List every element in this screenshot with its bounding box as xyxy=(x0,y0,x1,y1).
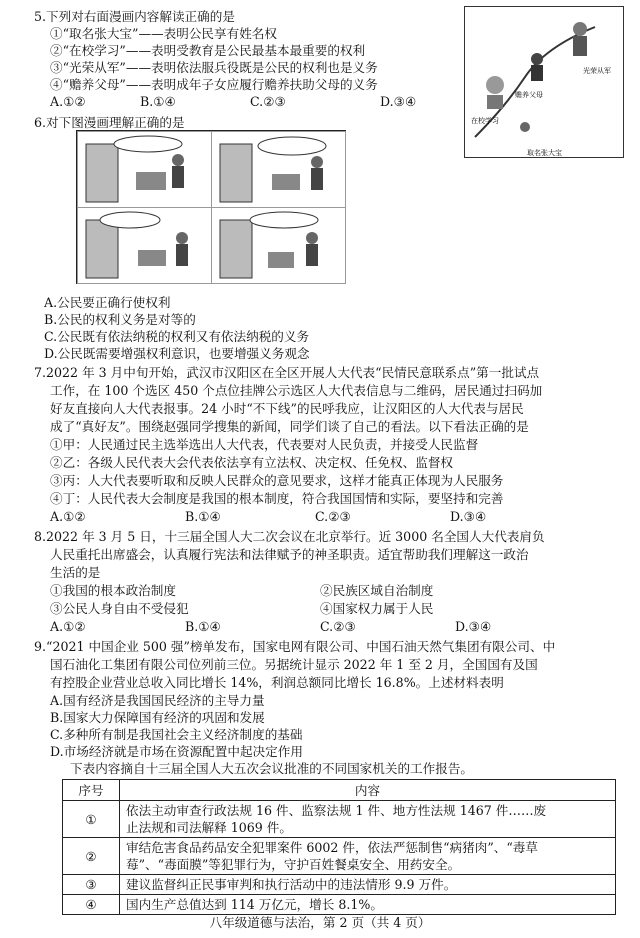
header-no: 序号 xyxy=(63,780,120,801)
header-content: 内容 xyxy=(120,780,616,801)
comic-panel xyxy=(211,131,346,208)
q9-line: 有控股企业营业总收入同比增长 14%，利润总额同比增长 16.8%。上述材料表明 xyxy=(50,675,504,690)
q5-item: ①“取名张大宝”——表明公民享有姓名权 xyxy=(50,26,277,41)
q7-line: 7.2022 年 3 月中旬开始，武汉市汉阳区在全区开展人大代表“民情民意联系点”第一批试点 xyxy=(34,365,540,380)
q5-item: ③“光荣从军”——表明依法服兵役既是公民的权利也是义务 xyxy=(50,60,378,75)
option-c: C.②③ xyxy=(320,619,356,634)
q7-options xyxy=(50,508,562,525)
q8-item: ①我国的根本政治制度 xyxy=(50,583,176,598)
tax-comic xyxy=(76,130,346,284)
q9-line: 9.“2021 中国企业 500 强”榜单发布，国家电网有限公司、中国石油天然气集团有限公司、中 xyxy=(34,639,556,654)
q9-option: B.国家大力保障国有经济的巩固和发展 xyxy=(50,710,265,725)
option-a: A.①② xyxy=(50,619,86,634)
option-c: C.②③ xyxy=(315,509,351,524)
comic-panel xyxy=(77,131,212,208)
comic-panel xyxy=(77,207,212,284)
q5-options xyxy=(50,93,492,110)
q7-line: 工作，在 100 个选区 450 个点位挂牌公示选区人大代表信息与二维码，居民通过扫码加 xyxy=(50,383,543,398)
q8-item: ④国家权力属于人民 xyxy=(320,601,434,616)
comic-panel xyxy=(211,207,346,284)
q9-option: C.多种所有制是我国社会主义经济制度的基础 xyxy=(50,727,303,742)
q5-stem: 5.下列对右面漫画内容解读正确的是 xyxy=(34,9,235,24)
option-a: A.①② xyxy=(50,94,86,109)
q7-line: ③丙：人大代表要听取和反映人民群众的意见要求，这样才能真正体现为人民服务 xyxy=(50,473,504,488)
life-stages-cartoon xyxy=(464,6,624,158)
q8-line: 生活的是 xyxy=(50,565,101,580)
table-row xyxy=(63,801,616,838)
q7-line: ①甲：人民通过民主选举选出人大代表，代表要对人民负责，并接受人民监督 xyxy=(50,437,479,452)
q9-option: A.国有经济是我国国民经济的主导力量 xyxy=(50,693,265,708)
q8-line: 人民重托出席盛会，认真履行宪法和法律赋予的神圣职责。适宜帮助我们理解这一政治 xyxy=(50,547,529,562)
q6-stem: 6.对下图漫画理解正确的是 xyxy=(34,115,185,130)
q5-item: ④“赡养父母”——表明成年子女应履行赡养扶助父母的义务 xyxy=(50,77,378,92)
q7-line: 成了“真好友”。围绕赵强同学搜集的新闻，同学们谈了自己的看法。以下看法正确的是 xyxy=(50,419,529,434)
q6-option: C.公民既有依法纳税的权利又有依法纳税的义务 xyxy=(44,329,310,344)
q7-line: ②乙：各级人民代表大会代表依法享有立法权、决定权、任免权、监督权 xyxy=(50,455,453,470)
q9-line: 国石油化工集团有限公司位列前三位。另据统计显示 2022 年 1 至 2 月，全国国有及国 xyxy=(50,657,538,672)
option-d: D.③④ xyxy=(380,94,417,109)
reports-table xyxy=(62,779,616,915)
option-b: B.①④ xyxy=(140,94,176,109)
q8-item: ②民族区域自治制度 xyxy=(320,583,434,598)
label-name: 取名张大宝 xyxy=(527,149,562,157)
row-content xyxy=(120,838,616,875)
row-content: 建议监督纠正民事审判和执行活动中的违法情形 9.9 万件。 xyxy=(120,875,616,895)
option-d: D.③④ xyxy=(455,619,492,634)
q8-options xyxy=(50,618,567,635)
page-footer: 八年级道德与法治，第 2 页（共 4 页） xyxy=(209,915,431,930)
table-header-row xyxy=(63,780,616,801)
row-line: 审结危害食品药品安全犯罪案件 6002 件，依法严惩制售“病猪肉”、“毒草 xyxy=(126,840,538,855)
q8-item: ③公民人身自由不受侵犯 xyxy=(50,601,189,616)
row-content xyxy=(120,801,616,838)
label-school: 在校学习 xyxy=(471,117,499,125)
q8-items-row xyxy=(50,600,590,617)
table-row xyxy=(63,838,616,875)
option-b: B.①④ xyxy=(185,619,221,634)
row-no: ④ xyxy=(63,895,120,915)
q5-item: ②“在校学习”——表明受教育是公民最基本最重要的权利 xyxy=(50,43,366,58)
option-a: A.①② xyxy=(50,509,86,524)
row-no: ③ xyxy=(63,875,120,895)
table-intro: 下表内容摘自十三届全国人大五次会议批准的不同国家机关的工作报告。 xyxy=(70,761,473,776)
option-c: C.②③ xyxy=(250,94,286,109)
q6-option: B.公民的权利义务是对等的 xyxy=(44,312,196,327)
q6-option: A.公民要正确行使权利 xyxy=(44,295,171,310)
row-line: 止法规和司法解释 1069 件。 xyxy=(126,820,292,835)
q6-option: D.公民既需要增强权利意识，也要增强义务观念 xyxy=(44,346,310,361)
row-no: ② xyxy=(63,838,120,875)
table-row xyxy=(63,875,616,895)
option-b: B.①④ xyxy=(185,509,221,524)
row-content: 国内生产总值达到 114 万亿元，增长 8.1%。 xyxy=(120,895,616,915)
option-d: D.③④ xyxy=(450,509,487,524)
row-no: ① xyxy=(63,801,120,838)
row-line: 依法主动审查行政法规 16 件、监察法规 1 件、地方性法规 1467 件……废 xyxy=(126,803,547,818)
q8-line: 8.2022 年 3 月 5 日，十三届全国人大二次会议在北京举行。近 3000 名全国人大代表肩负 xyxy=(34,529,545,544)
label-parents: 赡养父母 xyxy=(515,91,543,99)
row-line: 莓”、“毒面膜”等犯罪行为，守护百姓餐桌安全、用药安全。 xyxy=(126,857,461,872)
q7-line: ④丁：人民代表大会制度是我国的根本制度，符合我国国情和实际，要坚持和完善 xyxy=(50,491,504,506)
label-army: 光荣从军 xyxy=(583,67,611,75)
q8-items-row xyxy=(50,582,590,599)
q9-option: D.市场经济就是市场在资源配置中起决定作用 xyxy=(50,744,303,759)
q7-line: 好友直接向人大代表报事。24 小时“不下线”的民呼我应，让汉阳区的人大代表与居民 xyxy=(50,401,524,416)
